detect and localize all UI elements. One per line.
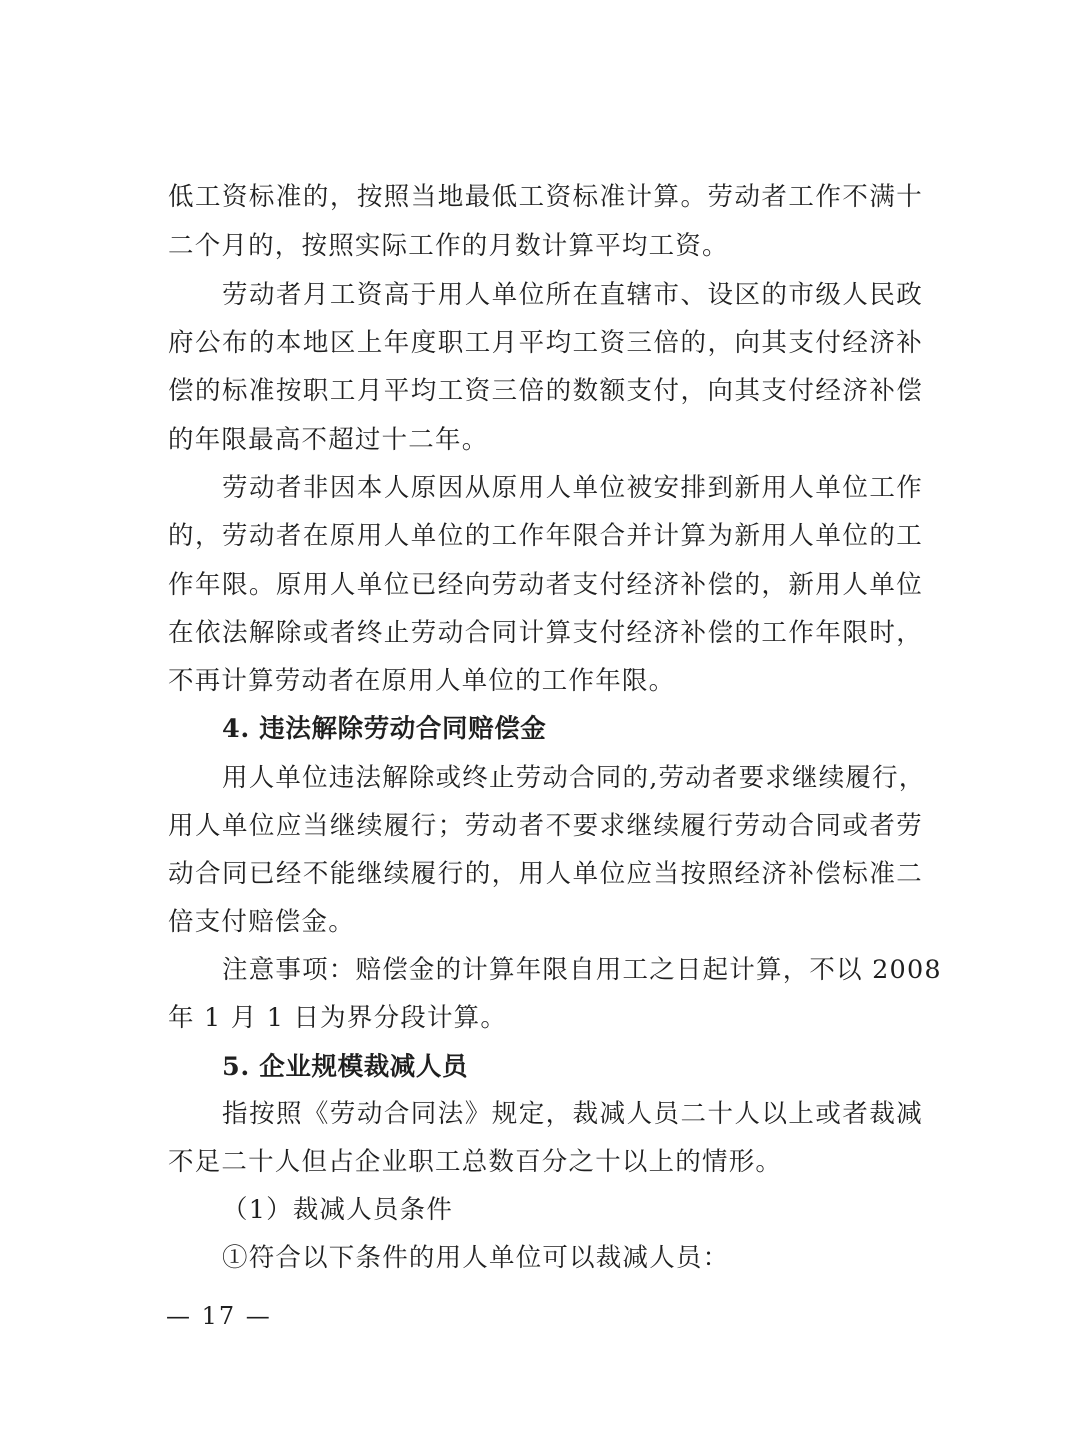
page-number: — 17 —	[166, 1302, 272, 1330]
text-line: 作年限。原用人单位已经向劳动者支付经济补偿的，新用人单位	[168, 570, 923, 600]
text-line: 的年限最高不超过十二年。	[168, 425, 489, 455]
text-line: 动合同已经不能继续履行的，用人单位应当按照经济补偿标准二	[168, 859, 923, 889]
text-line: 低工资标准的，按照当地最低工资标准计算。劳动者工作不满十	[168, 182, 923, 212]
text-line: 指按照《劳动合同法》规定，裁减人员二十人以上或者裁减	[222, 1099, 923, 1129]
text-line: 劳动者非因本人原因从原用人单位被安排到新用人单位工作	[222, 473, 923, 503]
text-line: 二个月的，按照实际工作的月数计算平均工资。	[168, 231, 729, 261]
text-line: 用人单位违法解除或终止劳动合同的,劳动者要求继续履行，	[222, 763, 926, 793]
text-line: 注意事项：赔偿金的计算年限自用工之日起计算，不以 2008	[222, 955, 942, 985]
text-line: 年 1 月 1 日为界分段计算。	[168, 1003, 508, 1033]
text-line: 不足二十人但占企业职工总数百分之十以上的情形。	[168, 1147, 783, 1177]
text-line: 倍支付赔偿金。	[168, 907, 355, 937]
text-line: ①符合以下条件的用人单位可以裁减人员：	[222, 1243, 730, 1273]
text-line: 劳动者月工资高于用人单位所在直辖市、设区的市级人民政	[222, 280, 923, 310]
section-heading: 4. 违法解除劳动合同赔偿金	[222, 714, 547, 744]
subsection-heading: （1）裁减人员条件	[222, 1195, 454, 1225]
text-line: 用人单位应当继续履行；劳动者不要求继续履行劳动合同或者劳	[168, 811, 923, 841]
text-line: 府公布的本地区上年度职工月平均工资三倍的，向其支付经济补	[168, 328, 923, 358]
text-line: 的，劳动者在原用人单位的工作年限合并计算为新用人单位的工	[168, 521, 923, 551]
text-line: 偿的标准按职工月平均工资三倍的数额支付，向其支付经济补偿	[168, 376, 923, 406]
text-line: 不再计算劳动者在原用人单位的工作年限。	[168, 666, 676, 696]
text-line: 在依法解除或者终止劳动合同计算支付经济补偿的工作年限时，	[168, 618, 923, 648]
section-heading: 5. 企业规模裁减人员	[222, 1052, 469, 1082]
